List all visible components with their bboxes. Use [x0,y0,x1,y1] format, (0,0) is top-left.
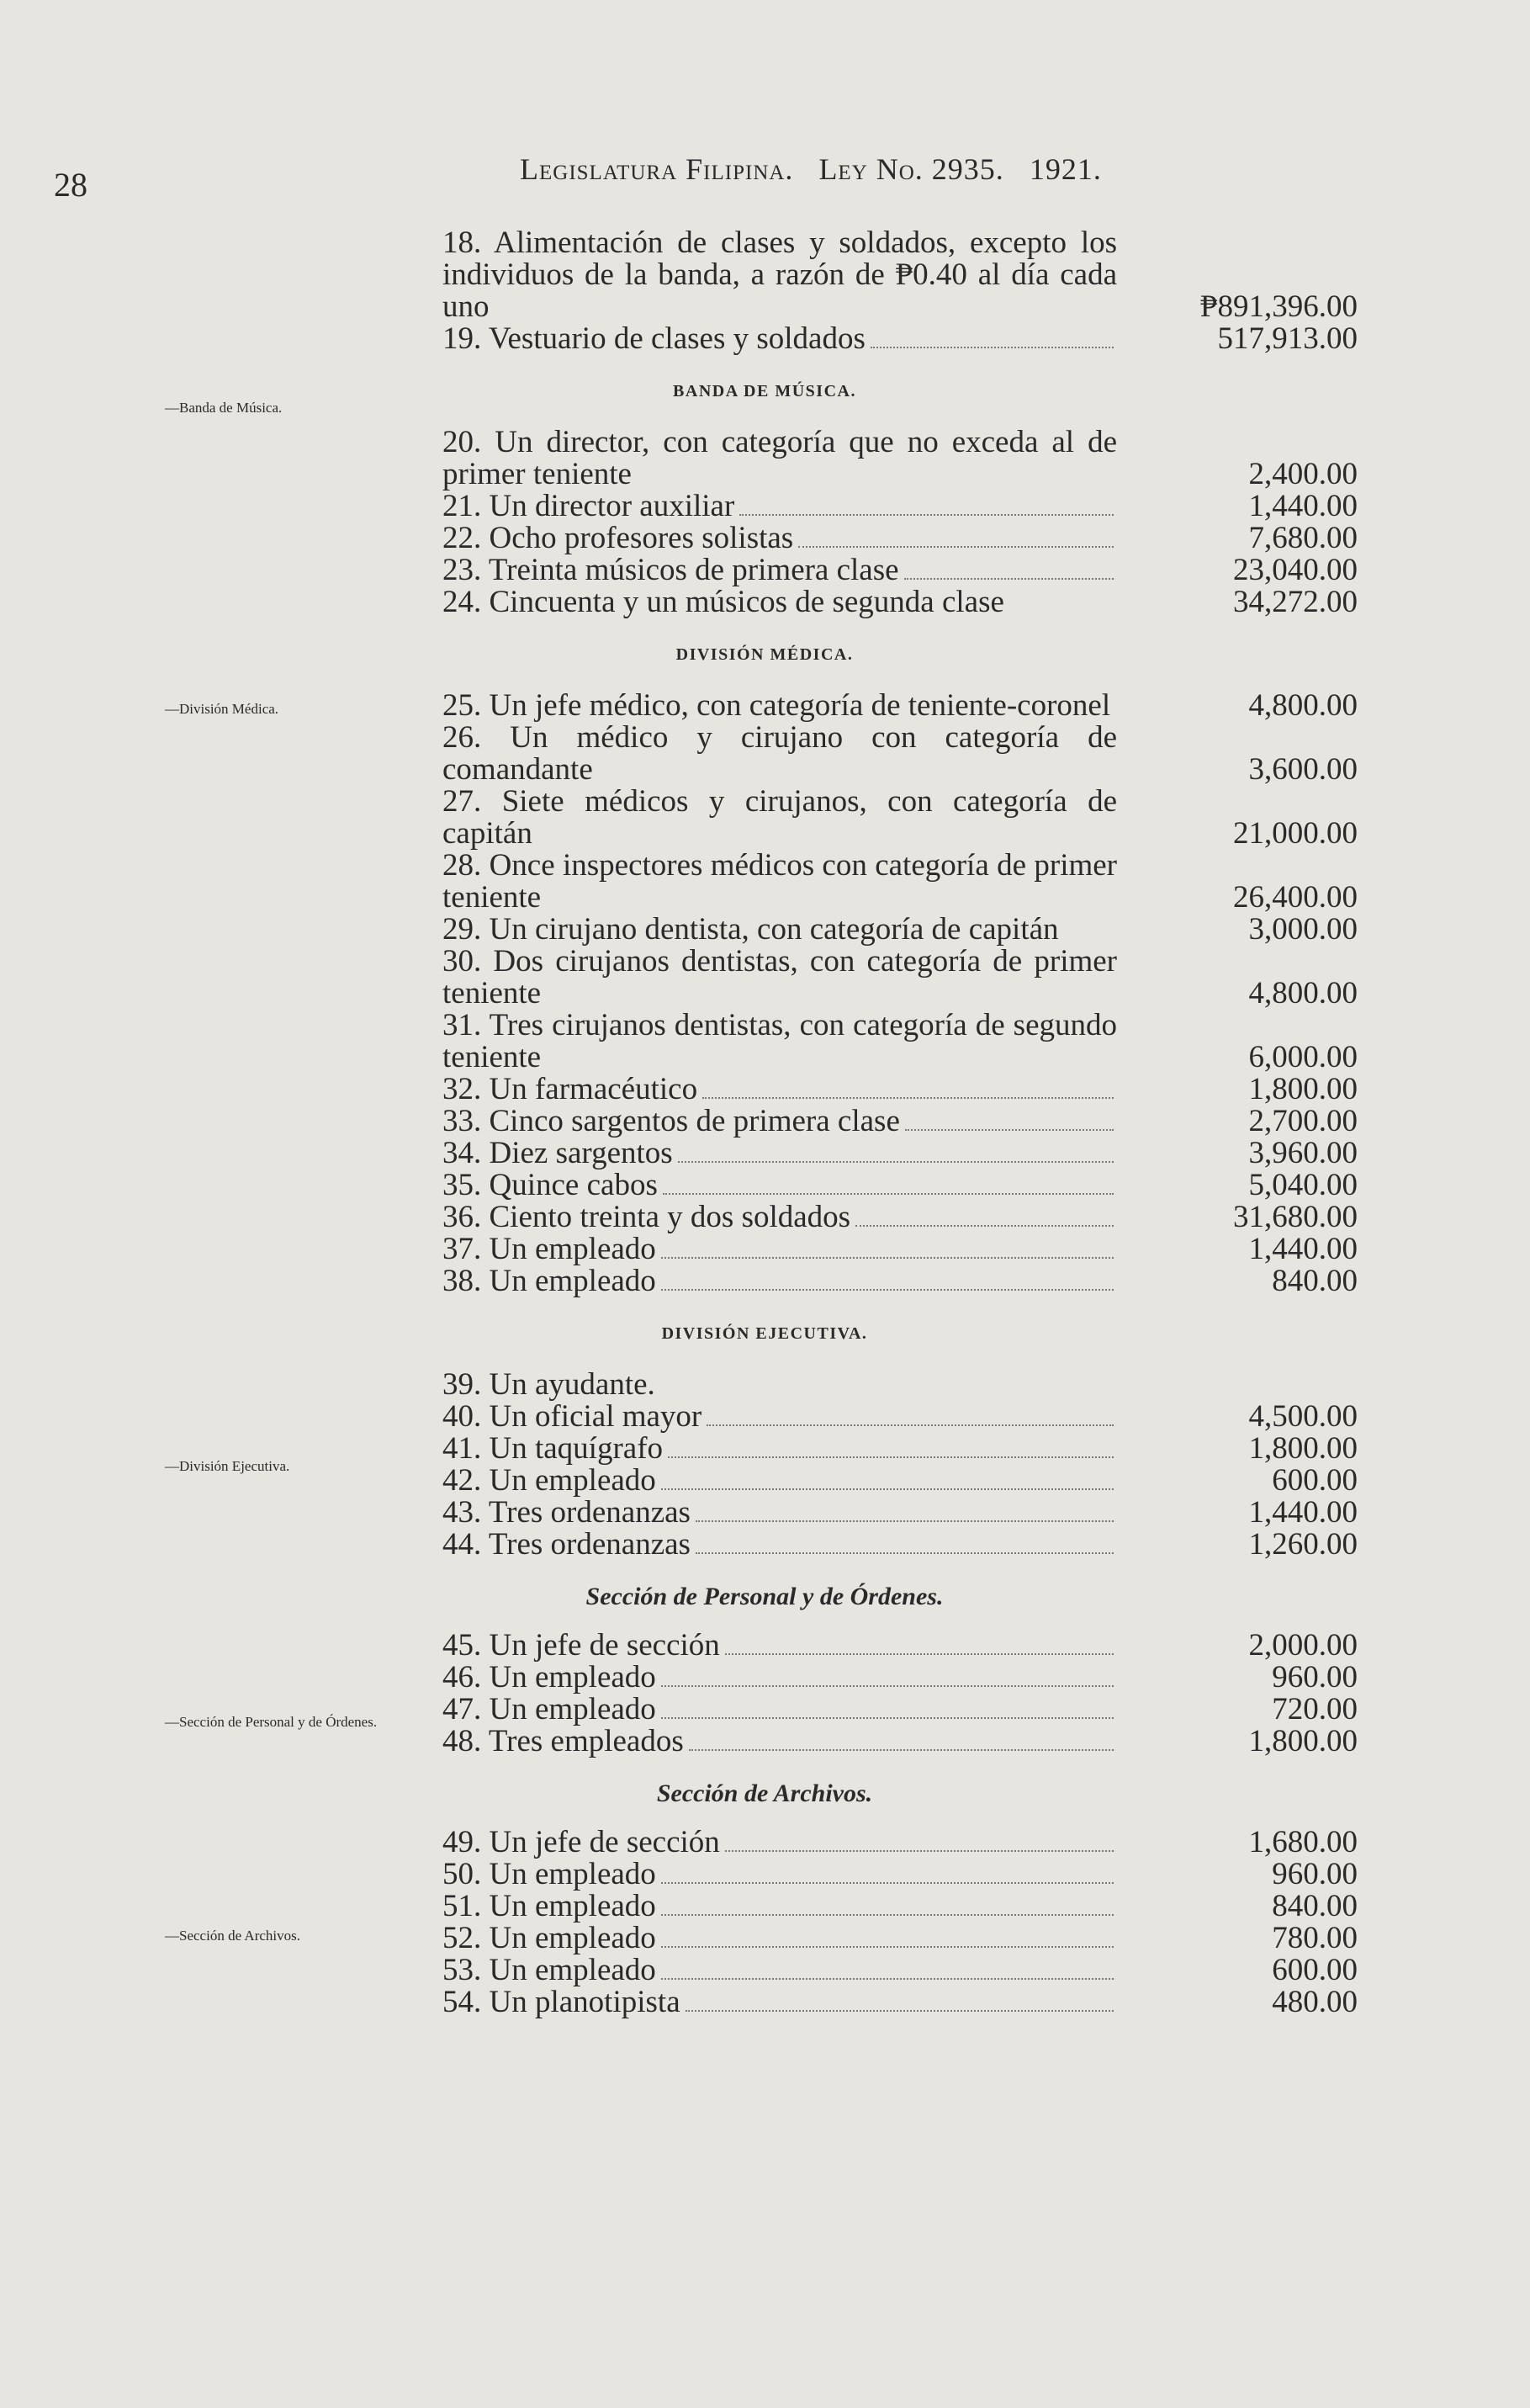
section-heading-medica: DIVISIÓN MÉDICA. [675,645,854,664]
entry-amount: 517,913.00 [1217,321,1358,356]
law-number: Ley No. 2935. [818,152,1004,186]
entry-39 [412,1369,1358,1401]
entry-amount: 480.00 [1272,1985,1358,2019]
entry-text: 50. Un empleado [442,1857,656,1891]
entry-27 [412,786,1358,850]
entry-amount: 4,800.00 [1248,976,1358,1010]
entry-amount: 600.00 [1272,1463,1358,1498]
entry-amount: 960.00 [1272,1857,1358,1891]
entry-text: 54. Un planotipista [442,1985,680,2019]
entry-amount: 5,040.00 [1248,1168,1358,1202]
entry-42 [412,1465,1358,1497]
entry-text: 29. Un cirujano dentista, con categoría de capitán [442,912,1059,947]
entry-text: 21. Un director auxiliar [442,489,735,523]
entry-amount: 4,500.00 [1248,1399,1358,1434]
entry-36 [412,1201,1358,1233]
margin-note-archivos: —Sección de Archivos. [165,1928,300,1944]
entry-text: 44. Tres ordenanzas [442,1527,691,1562]
entry-24 [412,586,1358,618]
entry-text: 40. Un oficial mayor [442,1399,702,1434]
entry-text: 38. Un empleado [442,1264,656,1298]
section-heading-banda: BANDA DE MÚSICA. [673,382,856,400]
year: 1921. [1029,152,1102,186]
entry-amount: 4,800.00 [1248,688,1358,723]
entry-51 [412,1891,1358,1923]
margin-note-medica: —División Médica. [165,701,279,717]
appropriations-list [412,227,1358,2018]
entry-amount: 3,960.00 [1248,1136,1358,1170]
entry-amount: 1,440.00 [1248,1232,1358,1266]
entry-50 [412,1859,1358,1891]
entry-38 [412,1265,1358,1297]
entry-text: 43. Tres ordenanzas [442,1495,691,1530]
entry-text: 27. Siete médicos y cirujanos, con categoría de capitán [442,784,1117,851]
entry-53 [412,1955,1358,1986]
entry-text: 28. Once inspectores médicos con categoría de primer teniente [442,848,1117,915]
entry-amount: 960.00 [1272,1660,1358,1695]
entry-amount: 23,040.00 [1233,553,1358,587]
entry-text: 48. Tres empleados [442,1724,684,1758]
entry-text: 26. Un médico y cirujano con categoría de comandante [442,720,1117,787]
entry-amount: 3,600.00 [1248,752,1358,787]
entry-amount: 840.00 [1272,1889,1358,1923]
entry-text: 53. Un empleado [442,1953,656,1987]
section-heading-personal: Sección de Personal y de Órdenes. [585,1583,944,1610]
entry-text: 31. Tres cirujanos dentistas, con categoría de segundo teniente [442,1008,1117,1074]
entry-19 [412,323,1358,355]
entry-amount: 1,800.00 [1248,1072,1358,1106]
entry-text: 45. Un jefe de sección [442,1628,720,1663]
entry-47 [412,1694,1358,1726]
entry-43 [412,1497,1358,1529]
entry-22 [412,522,1358,554]
entry-46 [412,1662,1358,1694]
entry-33 [412,1106,1358,1138]
entry-amount: 1,680.00 [1248,1825,1358,1859]
entry-31 [412,1010,1358,1074]
entry-37 [412,1233,1358,1265]
entry-29 [412,914,1358,946]
entry-text: 18. Alimentación de clases y soldados, excepto los individuos de la banda, a razón de ₱0.40 al día cada uno [442,225,1117,324]
entry-amount: 1,440.00 [1248,1495,1358,1530]
entry-text: 47. Un empleado [442,1692,656,1726]
entry-text: 24. Cincuenta y un músicos de segunda clase [442,585,1004,619]
entry-amount: 2,700.00 [1248,1104,1358,1138]
margin-note-banda: —Banda de Música. [165,400,283,416]
entry-54 [412,1986,1358,2018]
entry-45 [412,1630,1358,1662]
entry-text: 35. Quince cabos [442,1168,658,1202]
entry-41 [412,1433,1358,1465]
entry-25 [412,690,1358,722]
entry-text: 33. Cinco sargentos de primera clase [442,1104,900,1138]
running-title: Legislatura Filipina. [520,152,794,186]
entry-amount: 6,000.00 [1248,1040,1358,1074]
entry-30 [412,946,1358,1010]
margin-note-ejecutiva: —División Ejecutiva. [165,1458,290,1474]
entry-amount: 34,272.00 [1233,585,1358,619]
entry-35 [412,1170,1358,1201]
entry-amount: 7,680.00 [1248,521,1358,555]
entry-text: 37. Un empleado [442,1232,656,1266]
entry-amount: 1,800.00 [1248,1724,1358,1758]
entry-amount: 720.00 [1272,1692,1358,1726]
entry-text: 30. Dos cirujanos dentistas, con categoría de primer teniente [442,944,1117,1010]
entry-amount: 26,400.00 [1233,880,1358,915]
entry-text: 49. Un jefe de sección [442,1825,720,1859]
running-header [520,151,1260,187]
entry-amount: 780.00 [1272,1921,1358,1955]
entry-amount: 2,000.00 [1248,1628,1358,1663]
entry-text: 22. Ocho profesores solistas [442,521,794,555]
entry-text: 41. Un taquígrafo [442,1431,664,1466]
entry-amount: 1,260.00 [1248,1527,1358,1562]
entry-44 [412,1529,1358,1561]
entry-21 [412,491,1358,522]
entry-text: 36. Ciento treinta y dos soldados [442,1200,851,1234]
entry-49 [412,1827,1358,1859]
entry-amount: 600.00 [1272,1953,1358,1987]
entry-text: 19. Vestuario de clases y soldados [442,321,866,356]
entry-26 [412,722,1358,786]
entry-text: 52. Un empleado [442,1921,656,1955]
entry-amount: 1,800.00 [1248,1431,1358,1466]
entry-text: 32. Un farmacéutico [442,1072,698,1106]
entry-amount: ₱891,396.00 [1199,289,1358,324]
entry-32 [412,1074,1358,1106]
entry-text: 46. Un empleado [442,1660,656,1695]
entry-text: 20. Un director, con categoría que no exceda al de primer teniente [442,425,1117,491]
page-number: 28 [54,166,87,204]
entry-amount: 31,680.00 [1233,1200,1358,1234]
entry-23 [412,554,1358,586]
section-heading-ejecutiva: DIVISIÓN EJECUTIVA. [661,1324,868,1343]
entry-amount: 2,400.00 [1248,457,1358,491]
entry-28 [412,850,1358,914]
entry-48 [412,1726,1358,1758]
margin-note-personal: —Sección de Personal y de Órdenes. [165,1714,378,1730]
entry-40 [412,1401,1358,1433]
entry-amount: 1,440.00 [1248,489,1358,523]
entry-text: 23. Treinta músicos de primera clase [442,553,899,587]
entry-amount: 3,000.00 [1248,912,1358,947]
entry-20 [412,427,1358,491]
entry-34 [412,1138,1358,1170]
entry-18 [412,227,1358,323]
entry-text: 51. Un empleado [442,1889,656,1923]
section-heading-archivos: Sección de Archivos. [656,1779,873,1807]
entry-text: 39. Un ayudante. [442,1367,655,1402]
entry-text: 25. Un jefe médico, con categoría de teniente-coronel [442,688,1111,723]
entry-amount: 840.00 [1272,1264,1358,1298]
entry-text: 34. Diez sargentos [442,1136,673,1170]
entry-amount: 21,000.00 [1233,816,1358,851]
entry-text: 42. Un empleado [442,1463,656,1498]
entry-52 [412,1923,1358,1955]
